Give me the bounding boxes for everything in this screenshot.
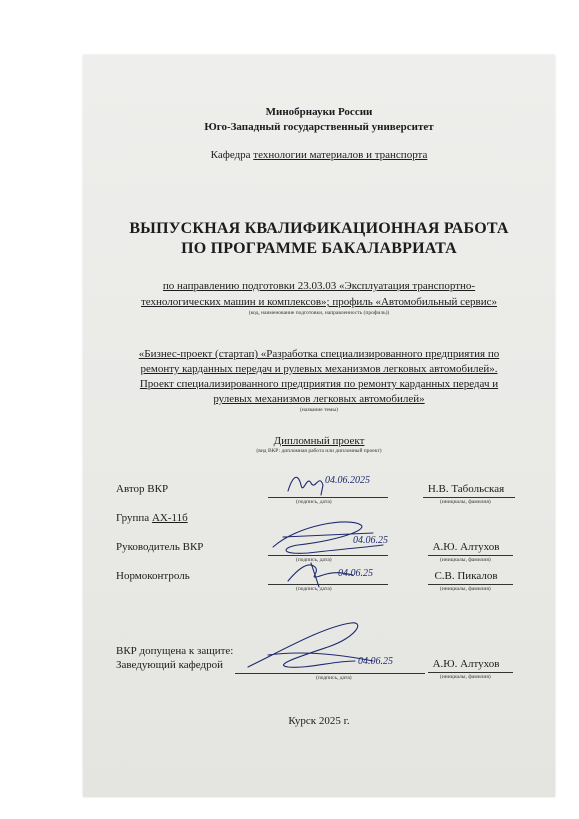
- topic-line-4: рулевых механизмов легковых автомобилей»: [213, 393, 425, 405]
- admission-name-caption: (инициалы, фамилия): [440, 674, 491, 680]
- normcontrol-label: Нормоконтроль: [116, 570, 190, 582]
- author-signature-stroke: [288, 477, 323, 495]
- admission-date: 04.06.25: [358, 656, 393, 667]
- supervisor-label: Руководитель ВКР: [116, 541, 204, 553]
- supervisor-date: 04.06.25: [353, 535, 388, 546]
- handwritten-signatures: [83, 55, 555, 797]
- supervisor-name: А.Ю. Алтухов: [432, 541, 500, 553]
- department-prefix: Кафедра: [210, 149, 251, 161]
- ministry-name: Минобрнауки России: [265, 106, 373, 118]
- normcontrol-sign-caption: (подпись, дата): [296, 586, 332, 592]
- city-year: Курск 2025 г.: [288, 715, 350, 727]
- work-type-caption: (вид ВКР: дипломная работа или дипломный проект): [256, 448, 382, 454]
- normcontrol-date: 04.06.25: [338, 568, 373, 579]
- direction-line-1: по направлению подготовки 23.03.03 «Эксплуатация транспортно-: [162, 280, 476, 292]
- supervisor-sign-caption: (подпись, дата): [296, 557, 332, 563]
- author-date: 04.06.2025: [325, 475, 370, 486]
- topic-line-2: ремонту карданных передач и рулевых механизмов легковых автомобилей».: [140, 363, 498, 375]
- admission-sign-caption: (подпись, дата): [316, 675, 352, 681]
- normcontrol-signature-stroke: [288, 563, 353, 587]
- supervisor-signature-stroke: [273, 522, 383, 553]
- author-name: Н.В. Табольская: [427, 483, 505, 495]
- topic-line-1: «Бизнес-проект (стартап) «Разработка специализированного предприятия по: [138, 348, 500, 360]
- author-sign-caption: (подпись, дата): [296, 499, 332, 505]
- admission-line-2: Заведующий кафедрой: [116, 659, 223, 671]
- direction-caption: (код, наименование подготовки, направленность (профиль)): [248, 310, 390, 316]
- author-name-caption: (инициалы, фамилия): [440, 499, 491, 505]
- topic-caption: (название темы): [300, 407, 338, 413]
- admission-signature-stroke: [248, 623, 373, 667]
- admission-line-1: ВКР допущена к защите:: [116, 645, 234, 657]
- supervisor-name-caption: (инициалы, фамилия): [440, 557, 491, 563]
- group-label: Группа: [116, 512, 150, 524]
- direction-line-2: технологических машин и комплексов»; профиль «Автомобильный сервис»: [140, 296, 498, 308]
- normcontrol-name-caption: (инициалы, фамилия): [440, 586, 491, 592]
- university-name: Юго-Западный государственный университет: [204, 121, 434, 133]
- title-line-1: ВЫПУСКНАЯ КВАЛИФИКАЦИОННАЯ РАБОТА: [129, 220, 509, 237]
- department-name: технологии материалов и транспорта: [253, 149, 428, 161]
- normcontrol-name: С.В. Пикалов: [434, 570, 498, 582]
- admission-name: А.Ю. Алтухов: [432, 658, 500, 670]
- title-line-2: ПО ПРОГРАММЕ БАКАЛАВРИАТА: [181, 240, 457, 257]
- group-value: АХ-11б: [151, 512, 188, 524]
- work-type: Дипломный проект: [273, 435, 365, 447]
- document-page: [83, 55, 555, 797]
- topic-line-3: Проект специализированного предприятия по ремонту карданных передач и: [139, 378, 499, 390]
- author-label: Автор ВКР: [116, 483, 169, 495]
